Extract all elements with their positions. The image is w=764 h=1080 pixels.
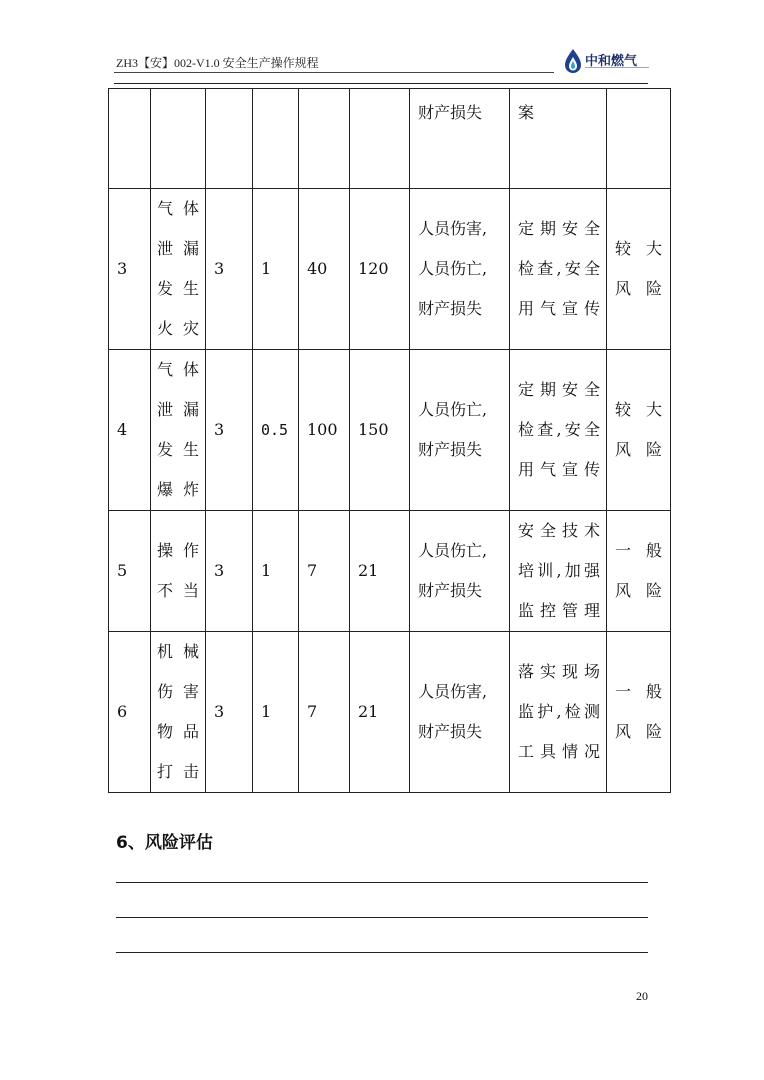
measures-line: 落实现场 (518, 662, 600, 681)
risk-level-lines (615, 531, 662, 611)
fill-in-line-1 (116, 882, 648, 883)
hazard-line: 泄漏 (157, 400, 199, 419)
flame-drop-icon (563, 48, 583, 74)
cell-d-value (350, 632, 410, 793)
risk-level-line: 风险 (615, 279, 662, 298)
l-value: 3 (214, 702, 225, 721)
cell-hazard (151, 350, 206, 511)
hazard-line: 打击 (157, 762, 199, 781)
cell-l-value (206, 89, 253, 189)
consequence-lines (418, 93, 509, 133)
d-value: 21 (358, 702, 379, 721)
measures-line: 工具情况 (518, 742, 600, 761)
cell-measures (510, 511, 607, 632)
risk-level-lines (615, 390, 662, 470)
cell-l-value (206, 189, 253, 350)
l-value: 3 (214, 259, 225, 278)
measures-line: 定期安全 (518, 219, 600, 238)
risk-level-line: 一般 (615, 682, 662, 701)
index-value: 5 (117, 561, 128, 580)
table-row (109, 89, 671, 189)
e-value: 1 (261, 561, 272, 580)
hazard-lines (157, 632, 199, 792)
consequence-line: 人员伤害, (418, 219, 488, 238)
hazard-line: 发生 (157, 279, 199, 298)
risk-level-lines (615, 672, 662, 752)
cell-consequence (410, 632, 510, 793)
c-value: 100 (307, 420, 338, 439)
cell-consequence (410, 350, 510, 511)
company-logo (563, 48, 653, 76)
hazard-lines (157, 350, 199, 510)
measures-lines (518, 511, 600, 631)
cell-consequence (410, 189, 510, 350)
index-value: 4 (117, 420, 128, 439)
cell-c-value (299, 350, 350, 511)
header-rule (114, 83, 648, 84)
hazard-lines (157, 531, 199, 611)
risk-table-body (109, 89, 671, 793)
document-header-code: ZH3【安】002-V1.0 安全生产操作规程 (116, 56, 319, 70)
cell-risk-level (607, 511, 671, 632)
risk-level-line: 风险 (615, 440, 662, 459)
cell-hazard (151, 89, 206, 189)
consequence-line: 财产损失 (418, 299, 483, 318)
index-value: 6 (117, 702, 128, 721)
consequence-line: 财产损失 (418, 440, 483, 459)
cell-d-value (350, 350, 410, 511)
measures-lines (518, 652, 600, 772)
cell-l-value (206, 350, 253, 511)
cell-hazard (151, 511, 206, 632)
consequence-lines (418, 390, 509, 470)
table-row (109, 189, 671, 350)
risk-assessment-table (108, 88, 671, 793)
measures-lines (518, 209, 600, 329)
e-value: 1 (261, 702, 272, 721)
measures-lines (518, 93, 600, 133)
risk-level-line: 一般 (615, 541, 662, 560)
cell-risk-level (607, 632, 671, 793)
cell-c-value (299, 632, 350, 793)
e-value: 1 (261, 259, 272, 278)
table-row (109, 350, 671, 511)
consequence-line: 人员伤亡, (418, 400, 488, 419)
cell-index (109, 89, 151, 189)
table-row (109, 511, 671, 632)
cell-consequence (410, 89, 510, 189)
consequence-lines (418, 672, 509, 752)
c-value: 7 (307, 702, 318, 721)
hazard-line: 发生 (157, 440, 199, 459)
cell-d-value (350, 511, 410, 632)
cell-e-value (253, 89, 299, 189)
measures-line: 监护,检测 (518, 702, 600, 721)
cell-c-value (299, 189, 350, 350)
consequence-line: 人员伤害, (418, 682, 488, 701)
d-value: 120 (358, 259, 389, 278)
logo-underline (585, 67, 649, 68)
measures-line: 培训,加强 (518, 561, 600, 580)
cell-consequence (410, 511, 510, 632)
hazard-line: 物品 (157, 722, 199, 741)
e-value: 0.5 (261, 421, 289, 439)
hazard-line: 机械 (157, 642, 199, 661)
consequence-line: 财产损失 (418, 103, 483, 122)
cell-e-value (253, 189, 299, 350)
cell-c-value (299, 89, 350, 189)
cell-hazard (151, 632, 206, 793)
consequence-lines (418, 531, 509, 611)
cell-risk-level (607, 350, 671, 511)
cell-measures (510, 89, 607, 189)
table-row (109, 632, 671, 793)
page-number: 20 (636, 989, 648, 1003)
fill-in-line-2 (116, 917, 648, 918)
hazard-line: 气体 (157, 360, 199, 379)
measures-line: 监控管理 (518, 601, 600, 620)
c-value: 7 (307, 561, 318, 580)
cell-e-value (253, 511, 299, 632)
consequence-line: 人员伤亡, (418, 259, 488, 278)
hazard-line: 泄漏 (157, 239, 199, 258)
measures-line: 案 (518, 103, 535, 122)
cell-l-value (206, 632, 253, 793)
index-value: 3 (117, 259, 128, 278)
cell-measures (510, 189, 607, 350)
risk-level-line: 风险 (615, 581, 662, 600)
hazard-lines (157, 189, 199, 349)
hazard-line: 气体 (157, 199, 199, 218)
measures-line: 用气宣传 (518, 299, 600, 318)
c-value: 40 (307, 259, 328, 278)
hazard-line: 不当 (157, 581, 199, 600)
cell-d-value (350, 189, 410, 350)
header-underline (114, 72, 554, 73)
cell-index (109, 189, 151, 350)
cell-index (109, 632, 151, 793)
d-value: 21 (358, 561, 379, 580)
risk-level-line: 风险 (615, 722, 662, 741)
cell-measures (510, 350, 607, 511)
hazard-line: 火灾 (157, 319, 199, 338)
measures-lines (518, 370, 600, 490)
risk-level-line: 较大 (615, 239, 662, 258)
d-value: 150 (358, 420, 389, 439)
measures-line: 定期安全 (518, 380, 600, 399)
risk-level-lines (615, 229, 662, 309)
cell-e-value (253, 350, 299, 511)
consequence-line: 财产损失 (418, 581, 483, 600)
cell-risk-level (607, 89, 671, 189)
measures-line: 检查,安全 (518, 420, 600, 439)
l-value: 3 (214, 561, 225, 580)
cell-index (109, 511, 151, 632)
measures-line: 用气宣传 (518, 460, 600, 479)
cell-e-value (253, 632, 299, 793)
measures-line: 安全技术 (518, 521, 600, 540)
logo-text: 中和燃气 (585, 54, 638, 69)
hazard-line: 伤害 (157, 682, 199, 701)
cell-index (109, 350, 151, 511)
cell-hazard (151, 189, 206, 350)
hazard-line: 操作 (157, 541, 199, 560)
risk-level-line: 较大 (615, 400, 662, 419)
consequence-line: 人员伤亡, (418, 541, 488, 560)
hazard-line: 爆炸 (157, 480, 199, 499)
consequence-line: 财产损失 (418, 722, 483, 741)
cell-l-value (206, 511, 253, 632)
consequence-lines (418, 209, 509, 329)
l-value: 3 (214, 420, 225, 439)
cell-measures (510, 632, 607, 793)
cell-d-value (350, 89, 410, 189)
measures-line: 检查,安全 (518, 259, 600, 278)
section-title: 6、风险评估 (116, 833, 213, 853)
cell-risk-level (607, 189, 671, 350)
fill-in-line-3 (116, 952, 648, 953)
cell-c-value (299, 511, 350, 632)
